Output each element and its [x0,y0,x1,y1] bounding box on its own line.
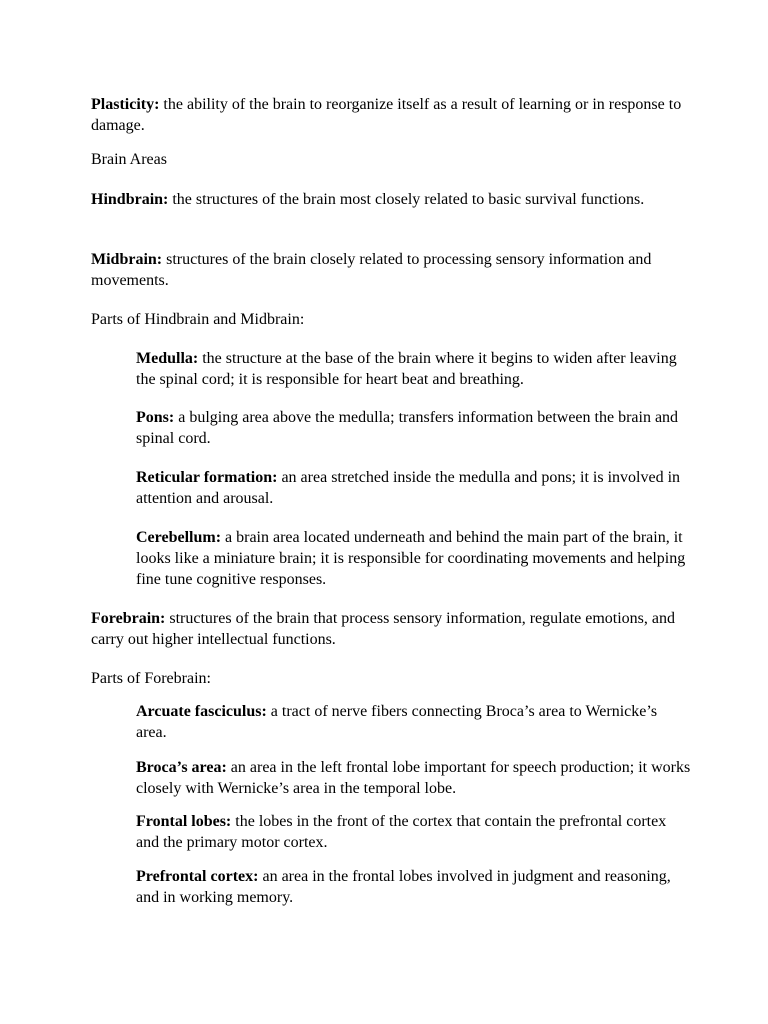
term-plasticity: Plasticity: [91,96,160,113]
term-medulla: Medulla: [136,350,199,367]
definition-text-forebrain: structures of the brain that process sensory information, regulate emotions, and carry out higher intellectual functions. [91,610,675,648]
definition-text-hindbrain: the structures of the brain most closely related to basic survival functions. [168,191,645,208]
term-midbrain: Midbrain: [91,251,163,268]
term-frontal-lobes: Frontal lobes: [136,813,232,830]
definition-text-midbrain: structures of the brain closely related to processing sensory information and movements. [91,251,652,289]
definition-text-pons: a bulging area above the medulla; transfers information between the brain and spinal cord. [136,409,679,447]
definition-prefrontal-cortex [136,866,691,908]
definition-medulla [136,348,691,390]
section-heading-brain-areas: Brain Areas [91,151,167,168]
term-brocas-area: Broca’s area: [136,759,227,776]
term-pons: Pons: [136,409,175,426]
term-hindbrain: Hindbrain: [91,191,169,208]
definition-cerebellum [136,527,691,590]
section-heading-parts-hindbrain-midbrain: Parts of Hindbrain and Midbrain: [91,311,305,328]
definition-arcuate-fasciculus [136,701,691,743]
definition-pons [136,407,691,449]
definition-text-brocas-area: an area in the left frontal lobe important for speech production; it works closely with Wernicke’s area in the temporal lobe. [136,759,691,797]
definition-text-plasticity: the ability of the brain to reorganize itself as a result of learning or in response to damage. [91,96,682,134]
definition-text-arcuate-fasciculus: a tract of nerve fibers connecting Broca’s area to Wernicke’s area. [136,703,658,741]
term-cerebellum: Cerebellum: [136,529,222,546]
term-forebrain: Forebrain: [91,610,166,627]
definition-brocas-area [136,757,691,799]
definition-text-frontal-lobes: the lobes in the front of the cortex that contain the prefrontal cortex and the primary motor cortex. [136,813,667,851]
section-heading-parts-forebrain: Parts of Forebrain: [91,670,211,687]
term-reticular-formation: Reticular formation: [136,469,278,486]
term-arcuate-fasciculus: Arcuate fasciculus: [136,703,267,720]
definition-hindbrain [91,189,691,210]
definition-text-reticular-formation: an area stretched inside the medulla and pons; it is involved in attention and arousal. [136,469,681,507]
term-prefrontal-cortex: Prefrontal cortex: [136,868,259,885]
definition-text-cerebellum: a brain area located underneath and behind the main part of the brain, it looks like a miniature brain; it is responsible for coordinating movements and helping fine tune cognitive responses. [136,529,686,588]
definition-text-prefrontal-cortex: an area in the frontal lobes involved in judgment and reasoning, and in working memory. [136,868,671,906]
definition-midbrain [91,249,691,291]
definition-forebrain [91,608,691,650]
definition-frontal-lobes [136,811,691,853]
definition-reticular-formation [136,467,691,509]
definition-text-medulla: the structure at the base of the brain where it begins to widen after leaving the spinal cord; it is responsible for heart beat and breathing. [136,350,677,388]
definition-plasticity [91,94,691,136]
